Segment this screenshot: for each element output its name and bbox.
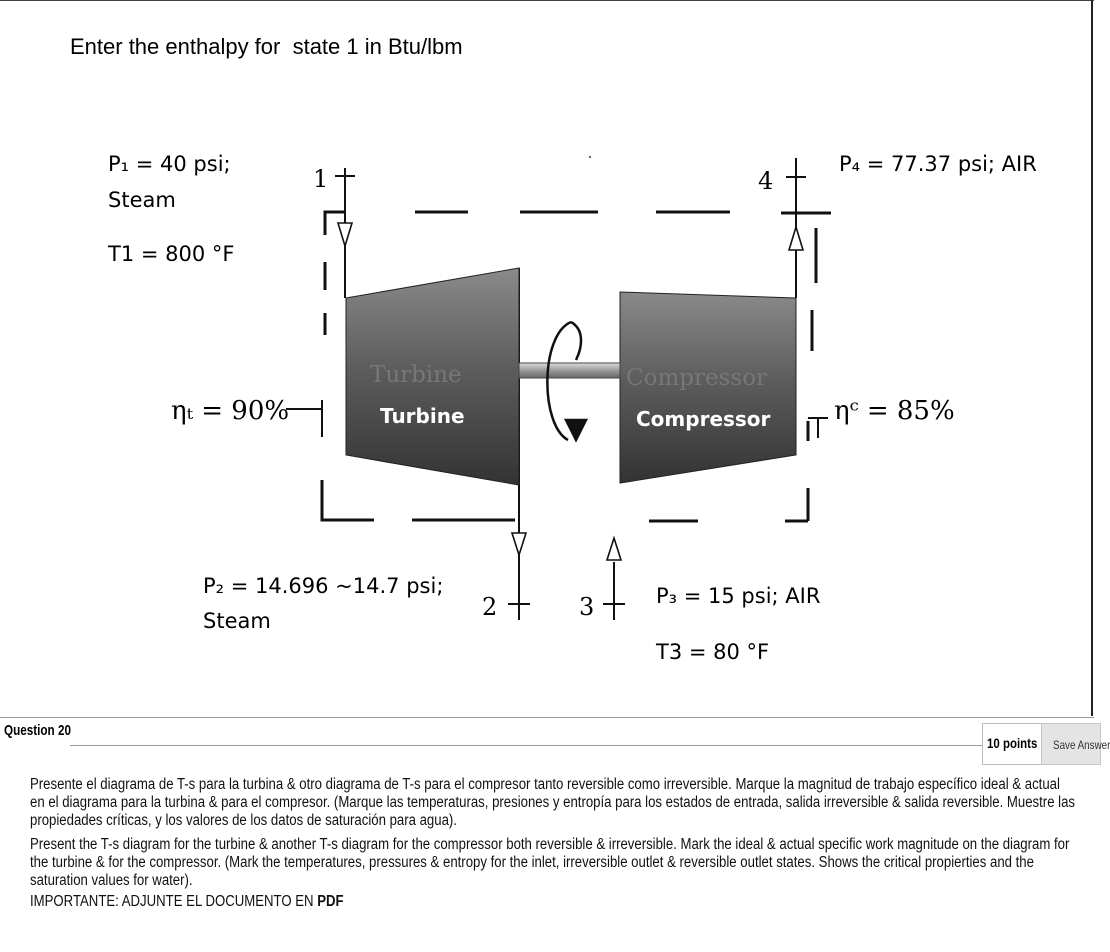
state1-pressure: P₁ = 40 psi; — [108, 152, 231, 176]
question-text-english: Present the T-s diagram for the turbine & another T-s diagram for the compressor both reversible & irreversible. Mark the ideal & actual specific work magnitude on the diagram for the turbine & for the compressor. (Mark the temperatures, pressures & entropy for the inlet, irreversible outlet & reversible outlet states. Shows the critical propierties and the saturation values for water). — [30, 836, 1070, 889]
important-note-pdf: PDF — [317, 893, 344, 910]
question-divider — [0, 717, 1094, 718]
save-answer-button[interactable] — [1041, 723, 1110, 765]
state3-temperature: T3 = 80 °F — [656, 640, 770, 664]
compressor-label-faint: Compressor — [626, 365, 768, 391]
turbine-efficiency: ηₜ = 90% — [171, 396, 290, 426]
state1-number: 1 — [313, 165, 329, 193]
save-answer-label: Save Answer — [1053, 738, 1110, 752]
question-text-spanish: Presente el diagrama de T-s para la turbina & otro diagrama de T-s para el compresor tanto reversible como irreversible. Marque la magnitud de trabajo específico ideal & actual en el diagrama para la turbina & para el compresor. (Marque las temperaturas, presiones y entropía para los estados de entrada, salida irreversible & salida reversible. Muestre las propiedades críticas, y los valores de los datos de saturación para agua). — [30, 776, 1076, 829]
question-prompt: Enter the enthalpy for state 1 in Btu/lbm — [70, 34, 463, 59]
important-note-text: IMPORTANTE: ADJUNTE EL DOCUMENTO EN — [30, 893, 318, 910]
state3-pressure: P₃ = 15 psi; AIR — [656, 584, 821, 608]
state1-fluid: Steam — [108, 188, 176, 212]
turbine-label: Turbine — [380, 404, 465, 428]
question-underline — [70, 745, 982, 746]
state2-fluid: Steam — [203, 609, 271, 633]
question-points: 10 points — [987, 735, 1038, 751]
shaft — [519, 363, 620, 378]
state3-number: 3 — [579, 593, 595, 621]
question-title: Question 20 — [4, 722, 71, 739]
important-note — [30, 893, 1076, 911]
turbine-label-faint: Turbine — [370, 362, 462, 388]
state2-pressure: P₂ = 14.696 ~14.7 psi; — [203, 574, 444, 598]
rotation-icon — [547, 322, 586, 440]
state4-pressure: P₄ = 77.37 psi; AIR — [839, 152, 1037, 176]
state1-temperature: T1 = 800 °F — [108, 242, 235, 266]
compressor-efficiency: ηᶜ = 85% — [834, 396, 955, 426]
state4-number: 4 — [758, 167, 774, 195]
compressor-label: Compressor — [636, 407, 771, 431]
state2-number: 2 — [482, 593, 498, 621]
